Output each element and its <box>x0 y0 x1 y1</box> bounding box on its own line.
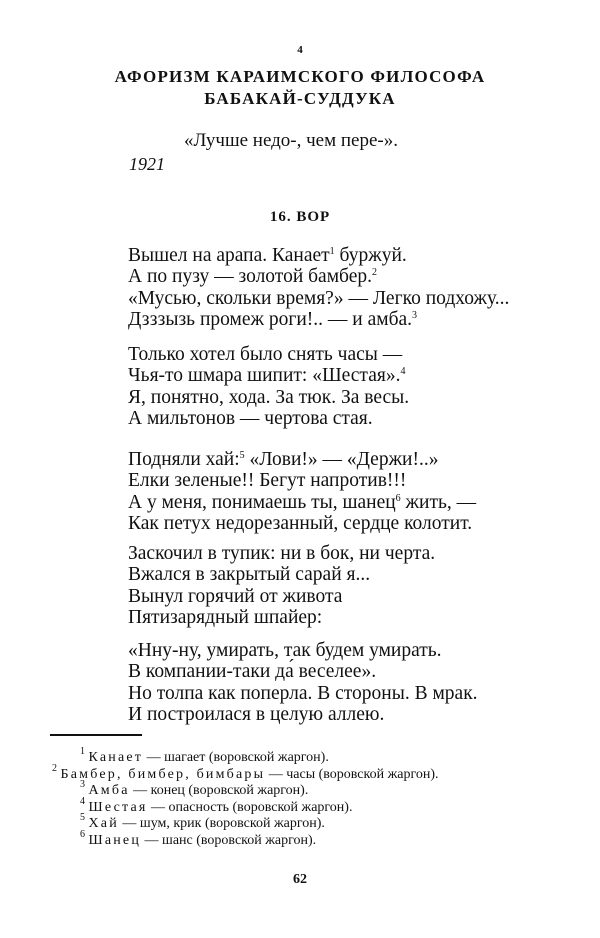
footnote-ref: 5 <box>239 450 245 461</box>
poem-line <box>128 640 478 661</box>
poem-line <box>128 586 435 607</box>
footnote-definition: — шум, крик (воровской жаргон). <box>118 816 325 831</box>
poem-line <box>128 245 509 266</box>
poem-line-text: Только хотел было снять часы — <box>128 344 403 365</box>
footnote-number: 1 <box>80 746 85 757</box>
poem-title: 16. ВОР <box>269 209 331 225</box>
footnote-ref: 6 <box>395 492 401 504</box>
poem-line-text: Подняли хай: <box>128 449 240 470</box>
heading-line-2: БАБАКАЙ-СУДДУКА <box>204 89 396 108</box>
poem-line-text: Я, понятно, хода. За тюк. За весы. <box>128 386 410 408</box>
footnote-definition: — шанс (воровской жаргон). <box>141 832 317 848</box>
heading-line-1: АФОРИЗМ КАРАИМСКОГО ФИЛОСОФА <box>114 67 486 86</box>
poem-line-text: А у меня, понимаешь ты, шанец <box>128 491 396 513</box>
footnote <box>52 828 550 850</box>
poem-line-text: Но толпа как поперла. В стороны. В мрак. <box>128 682 478 704</box>
poem-line <box>128 704 478 725</box>
footnote-term: Бамбер, бимбер, бимбары <box>60 766 266 782</box>
aphorism-year: 1921 <box>129 154 165 174</box>
footnote-number: 2 <box>52 762 57 774</box>
poem-line-text: И построилася в целую аллею. <box>128 703 385 725</box>
poem-line <box>128 266 509 287</box>
footnote <box>52 795 550 817</box>
poem-line-text: Заскочил в тупик: ни в бок, ни черта. <box>128 543 436 564</box>
stanza <box>128 449 476 534</box>
footnote-definition: — конец (воровской жаргон). <box>129 783 309 798</box>
stanza <box>128 543 435 628</box>
poem-line <box>128 408 409 429</box>
poem-line-text: Вынул горячий от живота <box>128 585 343 607</box>
footnote <box>52 779 550 800</box>
poem-line <box>128 344 409 365</box>
poem-line-text: Вжался в закрытый сарай я... <box>128 564 371 586</box>
footnote-divider <box>50 734 142 736</box>
poem-line <box>128 513 476 534</box>
footnote-number: 3 <box>80 779 85 790</box>
poem-line <box>128 492 476 513</box>
poem-line-text: Чья-то шмара шипит: «Шестая». <box>128 365 401 387</box>
poem-line-text: Вышел на арапа. Канает <box>128 245 330 266</box>
poem-line-text: «Лови!» — «Держи!..» <box>244 449 439 470</box>
poem-line-text: «Нну-ну, умирать, так будем умирать. <box>128 640 442 661</box>
footnote-ref: 2 <box>372 267 377 279</box>
poem-line-text: Пятизарядный шпайер: <box>128 606 323 628</box>
stanza <box>128 245 509 330</box>
footnote <box>52 746 550 767</box>
footnote-number: 4 <box>80 795 85 807</box>
poem-line-text: А по пузу — золотой бамбер. <box>128 266 372 288</box>
footnote-number: 6 <box>80 828 85 840</box>
footnote-term: Хай <box>88 816 119 831</box>
footnote-term: Шанец <box>88 832 142 848</box>
poem-line <box>128 564 435 585</box>
poem-line-text: А мильтонов — чертова стая. <box>128 407 373 429</box>
footnote-term: Шестая <box>88 799 148 815</box>
footnote-ref: 4 <box>400 366 406 378</box>
footnote-term: Канает <box>88 750 144 765</box>
footnote-definition: — шагает (воровской жаргон). <box>143 750 329 765</box>
poem-line-text: Елки зеленые!! Бегут напротив!!! <box>128 470 407 492</box>
footnote <box>52 762 550 784</box>
poem-line-text: В компании-таки да́ веселее». <box>128 661 377 683</box>
poem-line <box>128 387 409 408</box>
poem-line <box>128 607 435 628</box>
poem-line <box>128 661 478 682</box>
poem-line <box>128 365 409 386</box>
poem-line-text: жить, — <box>400 491 477 513</box>
stanza <box>128 640 478 725</box>
section-number: 4 <box>297 44 303 56</box>
footnotes <box>52 746 550 849</box>
poem-line-text: «Мусью, скольки время?» — Легко подхожу... <box>128 287 510 309</box>
poem-line-text: Как петух недорезанный, сердце колотит. <box>128 512 473 534</box>
poem-line <box>128 309 509 330</box>
footnote-definition: — опасность (воровской жаргон). <box>147 799 353 815</box>
footnote-ref: 1 <box>329 246 335 257</box>
poem-line <box>128 683 478 704</box>
stanza <box>128 344 409 429</box>
aphorism-text: «Лучше недо-, чем пере-». <box>184 130 399 151</box>
footnote-ref: 3 <box>412 309 418 321</box>
poem-line <box>128 288 509 309</box>
poem-line <box>128 449 476 470</box>
footnote-number: 5 <box>80 812 85 823</box>
footnote-definition: — часы (воровской жаргон). <box>265 766 439 782</box>
footnote-term: Амба <box>88 783 130 798</box>
footnote <box>52 812 550 833</box>
poem-line-text: буржуй. <box>334 245 407 266</box>
poem-line-text: Дзззызь промеж роги!.. — и амба. <box>128 308 413 330</box>
poem-line <box>128 543 435 564</box>
poem-line <box>128 470 476 491</box>
page-number: 62 <box>293 872 307 887</box>
